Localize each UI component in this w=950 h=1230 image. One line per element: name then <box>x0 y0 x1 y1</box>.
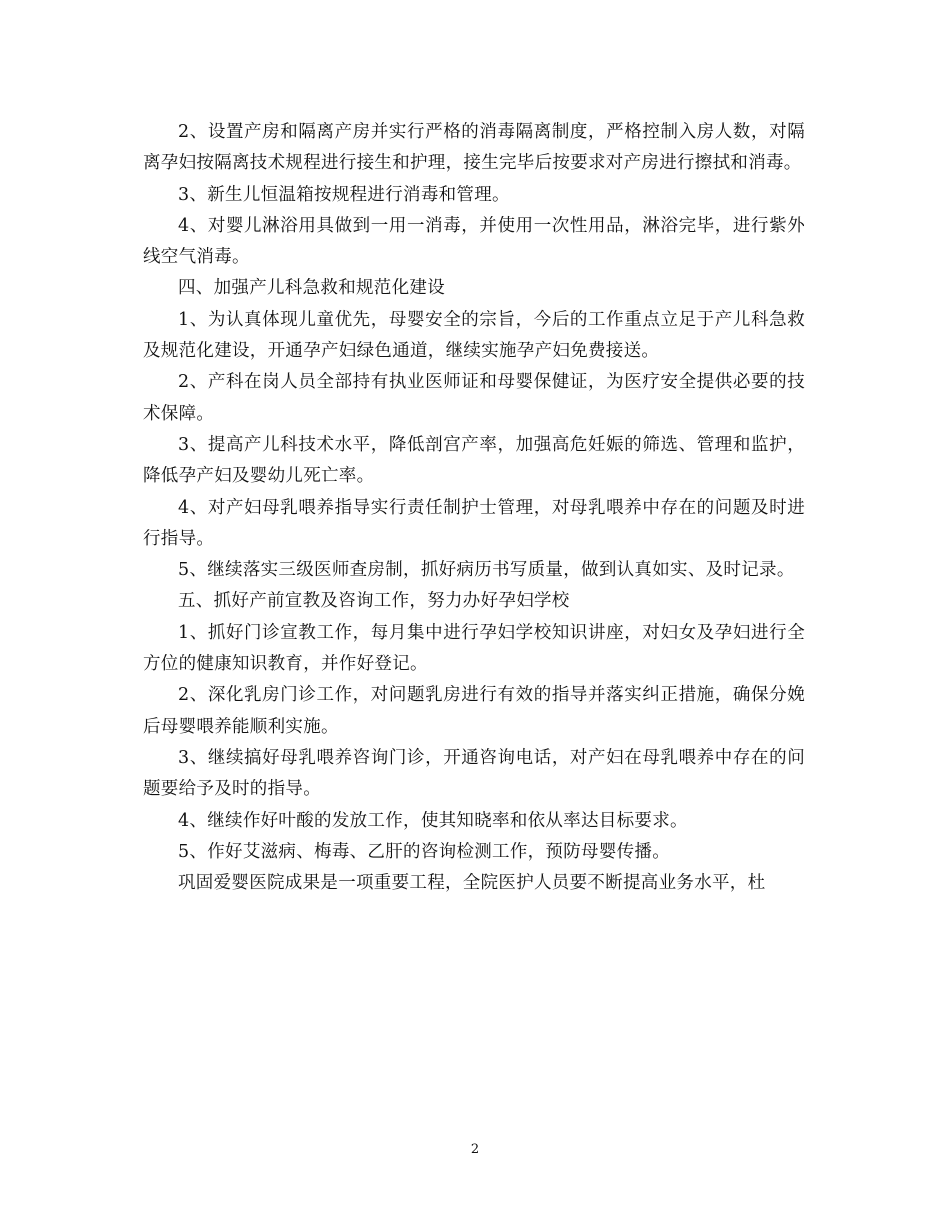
paragraph-consulting-clinic: 3、继续搞好母乳喂养咨询门诊，开通咨询电话，对产妇在母乳喂养中存在的问题要给予及时的指导。 <box>143 747 805 800</box>
section-heading-emergency: 四、加强产儿科急救和规范化建设 <box>178 278 445 299</box>
page-number: 2 <box>470 1142 480 1157</box>
paragraph-disease-testing: 5、作好艾滋病、梅毒、乙肝的咨询检测工作，预防母婴传播。 <box>178 841 671 862</box>
paragraph-staff-certification: 2、产科在岗人员全部持有执业医师证和母婴保健证，为医疗安全提供必要的技术保障。 <box>143 372 805 424</box>
paragraph-ward-rounds: 5、继续落实三级医师查房制，抓好病历书写质量，做到认真如实、及时记录。 <box>178 560 795 581</box>
paragraph-folic-acid: 4、继续作好叶酸的发放工作，使其知晓率和依从率达目标要求。 <box>178 810 688 831</box>
paragraph-breastfeeding-guidance: 4、对产妇母乳喂养指导实行责任制护士管理，对母乳喂养中存在的问题及时进行指导。 <box>143 497 805 549</box>
paragraph-outpatient-education: 1、抓好门诊宣教工作，每月集中进行孕妇学校知识讲座，对妇女及孕妇进行全方位的健康知识教育，并作好登记。 <box>143 622 805 675</box>
paragraph-technical-level: 3、提高产儿科技术水平，降低剖宫产率，加强高危妊娠的筛选、管理和监护，降低孕产妇及婴幼儿死亡率。 <box>143 434 805 487</box>
paragraph-bath-disinfection: 4、对婴儿淋浴用具做到一用一消毒，并使用一次性用品，淋浴完毕，进行紫外线空气消毒。 <box>143 215 805 268</box>
paragraph-breast-clinic: 2、深化乳房门诊工作，对问题乳房进行有效的指导并落实纠正措施，确保分娩后母婴喂养能顺利实施。 <box>143 685 805 737</box>
paragraph-isolation-delivery-room: 2、设置产房和隔离产房并实行严格的消毒隔离制度，严格控制入房人数，对隔离孕妇按隔离技术规程进行接生和护理，接生完毕后按要求对产房进行擦拭和消毒。 <box>143 122 805 174</box>
document-body <box>143 117 805 899</box>
paragraph-child-priority: 1、为认真体现儿童优先，母婴安全的宗旨，今后的工作重点立足于产儿科急救及规范化建设，开通孕产妇绿色通道，继续实施孕产妇免费接送。 <box>143 309 805 362</box>
paragraph-consolidation: 巩固爱婴医院成果是一项重要工程，全院医护人员要不断提高业务水平，杜 <box>178 873 766 894</box>
section-heading-prenatal-education: 五、抓好产前宣教及咨询工作，努力办好孕妇学校 <box>178 591 570 612</box>
paragraph-incubator: 3、新生儿恒温箱按规程进行消毒和管理。 <box>178 184 510 205</box>
